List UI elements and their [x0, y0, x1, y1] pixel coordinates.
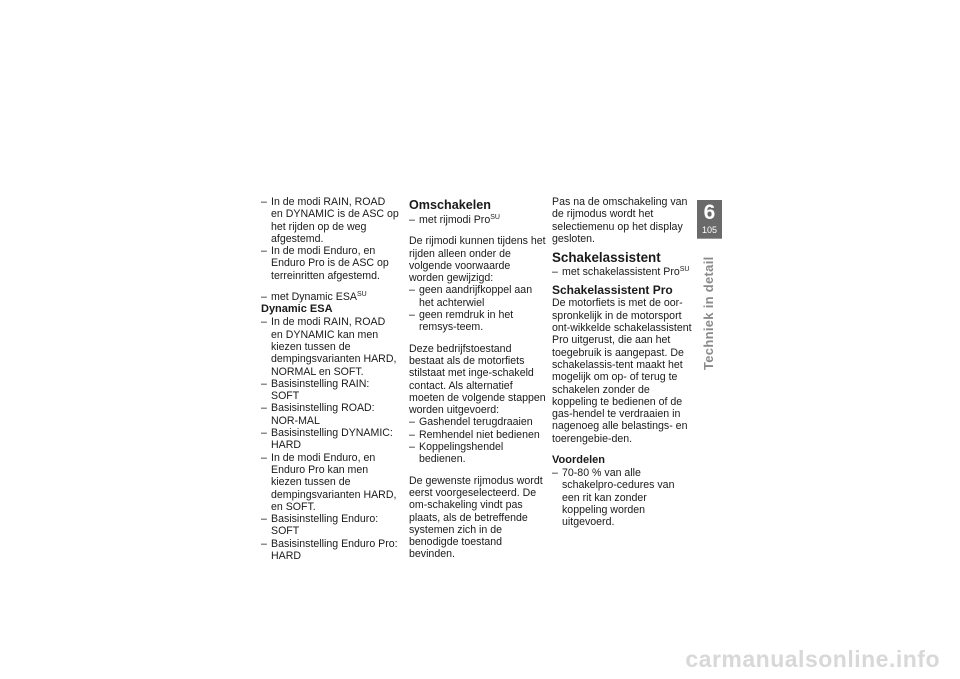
paragraph: Pas na de omschakeling van de rijmodus wordt het selectiemenu op het display gesloten.	[552, 196, 688, 245]
option-text: met rijmodi Pro	[419, 214, 491, 226]
section-heading: Omschakelen	[409, 198, 491, 212]
watermark: carmanualsonline.info	[685, 646, 940, 672]
section-heading: Dynamic ESA	[261, 303, 333, 316]
list-item: – In de modi RAIN, ROAD en DYNAMIC is de ASC op het rijden op de weg afgestemd.	[261, 196, 399, 245]
paragraph: Deze bedrijfstoestand bestaat als de motorfiets stilstaat met inge-schakeld contact. Als alternatief moeten de volgende stappen worden uitgevoerd:	[409, 342, 546, 417]
paragraph: De motorfiets is met de oor-spronkelijk in de motorsport ont-wikkelde schakelassistent Pro uitgerust, die aan het toegebruik is aangepast. De schakelassis-tent maakt het mogelijk om op- of terug te schakelen zonder de koppeling te bedienen of de gas-hendel te verdraaien in nagenoeg alle belastings- en toerengebie-den.	[552, 297, 692, 445]
list-item: – In de modi Enduro, en Enduro Pro kan men kiezen tussen de dempingsvarianten HARD, en SOFT.	[261, 452, 399, 513]
paragraph: De gewenste rijmodus wordt eerst voorgeselecteerd. De om-schakeling vindt pas plaats, als de betreffende systemen zich in de benodigde toestand bevinden.	[409, 474, 543, 561]
list-item: – Basisinstelling Enduro Pro: HARD	[261, 538, 399, 563]
chapter-title: Techniek in detail	[701, 256, 716, 370]
option-sup: SU	[356, 291, 367, 299]
section-heading: Schakelassistent	[552, 250, 661, 266]
tab-divider	[697, 238, 722, 239]
list-item: – Remhendel niet bedienen	[409, 429, 547, 441]
list-item: – geen aandrijfkoppel aan het achterwiel	[409, 284, 547, 309]
equipment-option	[261, 291, 399, 303]
chapter-tab	[697, 200, 722, 238]
subsection-heading: Schakelassistent Pro	[552, 283, 673, 298]
page-number: 105	[701, 225, 718, 235]
option-sup: SU	[490, 214, 500, 221]
list-item: – Basisinstelling DYNAMIC: HARD	[261, 427, 399, 452]
chapter-number: 6	[703, 201, 716, 224]
column-2	[409, 198, 547, 561]
subsection-heading: Voordelen	[552, 454, 605, 467]
paragraph: De rijmodi kunnen tijdens het rijden alleen onder de volgende voorwaarde worden gewijzigd:	[409, 235, 546, 285]
option-sup: SU	[679, 266, 690, 274]
column-3	[552, 196, 692, 529]
equipment-option	[552, 266, 692, 278]
list-item: – In de modi RAIN, ROAD en DYNAMIC kan men kiezen tussen de dempingsvarianten HARD, NORMAL en SOFT.	[261, 316, 399, 377]
list-item: – Gashendel terugdraaien	[409, 416, 547, 428]
list-item: – Basisinstelling Enduro: SOFT	[261, 513, 399, 538]
list-item: – geen remdruk in het remsys-teem.	[409, 309, 547, 334]
equipment-option	[409, 214, 547, 226]
column-1	[261, 196, 399, 562]
list-item: – 70-80 % van alle schakelpro-cedures van een rit kan zonder koppeling worden uitgevoerd.	[552, 467, 692, 528]
list-item: – Koppelingshendel bedienen.	[409, 441, 547, 466]
list-item: – Basisinstelling ROAD: NOR-MAL	[261, 402, 399, 427]
option-text: met Dynamic ESA	[271, 291, 357, 304]
list-item: – Basisinstelling RAIN: SOFT	[261, 378, 399, 403]
list-item: – In de modi Enduro, en Enduro Pro is de ASC op terreinritten afgestemd.	[261, 245, 399, 282]
option-text: met schakelassistent Pro	[562, 266, 680, 279]
